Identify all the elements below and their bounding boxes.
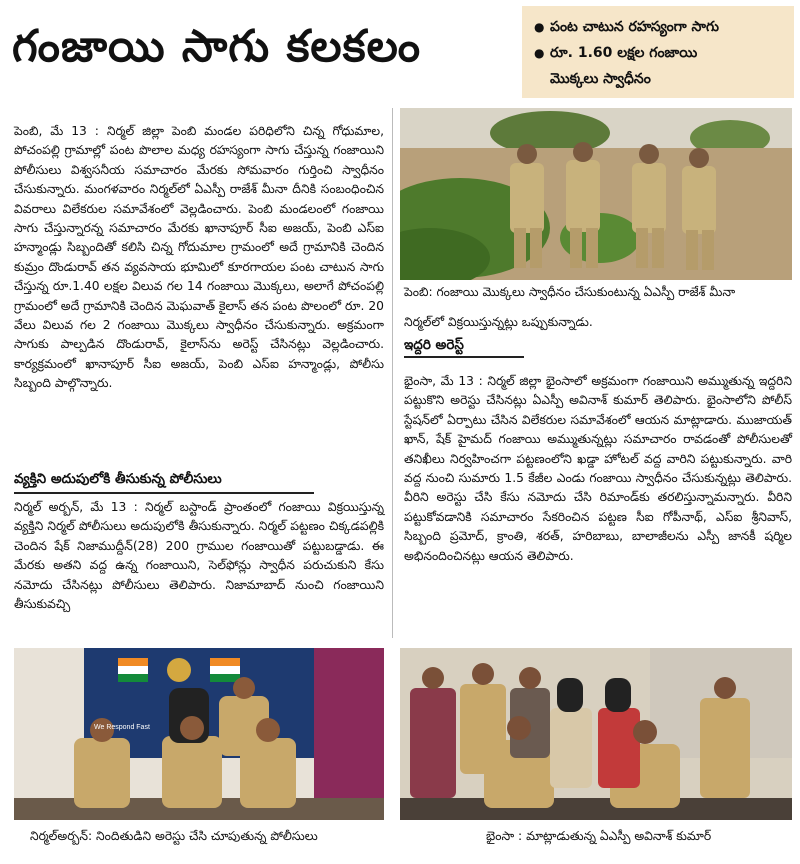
story2-body: నిర్మల్ అర్బన్, మే 13 : నిర్మల్ బస్టాండ్ ప్రాంతంలో గంజాయి విక్రయిస్తున్న వ్యక్తిని నిర్మల్ పోలీసులు అదుపులోకి తీసుకున్నారు. నిర్మల్ పట్టణం చిక్కడపల్లికి చెందిన షేక్ నిజాముద్దీన్(28) 200 గ్రాముల గంజాయితో పట్టుబడ్డాడు. ఈ మేరకు అతని వద్ద ఉన్న గంజాయిని, సెల్‌ఫోన్లు స్వాధీన పరుచుకుని కేసు నమోదు చేసినట్లు పోలీసులు తెలిపారు. నిజామాబాద్ నుంచి గంజాయిని తీసుకువచ్చి — [14, 500, 384, 612]
photo3-caption: భైంసా : మాట్లాడుతున్న ఏఎస్పీ అవినాశ్ కుమార్ — [486, 829, 712, 843]
photo1-caption: పెంబి: గంజాయి మొక్కలు స్వాధీనం చేసుకుంటున్న ఏఎస్పీ రాజేశ్ మీనా — [404, 285, 736, 299]
highlight-item: ● పంట చాటున రహస్యంగా సాగు — [534, 14, 786, 40]
photo-ganja-field — [400, 108, 792, 280]
photo-nirmal-police-image — [14, 648, 384, 820]
photo-bhainsa-police-image — [400, 648, 792, 820]
story3-heading-rule — [404, 356, 524, 358]
story2-continued: నిర్మల్‌లో విక్రయిస్తున్నట్లు ఒప్పుకున్నాడు. — [404, 315, 593, 329]
story2-heading: వ్యక్తిని అదుపులోకి తీసుకున్న పోలీసులు — [14, 471, 222, 487]
story2-heading-rule — [14, 492, 314, 494]
highlight-item: ● రూ. 1.60 లక్షల గంజాయి — [534, 40, 786, 66]
column-divider — [392, 108, 393, 638]
story3-heading: ఇద్దరి అరెస్ట్ — [404, 337, 464, 353]
story3-body: భైంసా, మే 13 : నిర్మల్ జిల్లా భైంసాలో అక్రమంగా గంజాయిని అమ్ముతున్న ఇద్దరిని పట్టుకొని అరెస్టు చేసినట్లు ఏఎస్పీ అవినాశ్ కుమార్ తెలిపారు. భైంసాలోని పోలీస్ స్టేషన్‌లో ఏర్పాటు చేసిన విలేకరుల సమావేశంలో ఆయన మాట్లాడారు. ముజాయత్ ఖాన్, షేక్ హైమద్ గంజాయి అమ్ముతున్నట్లు సమాచారం రావడంతో పోలీసులతో తనిఖీలు నిర్వహించగా పట్టణంలోని ఖడ్డా హోటల్ వద్ద వారిని పట్టుకున్నారు. వారి వద్ద నుంచి సుమారు 1.5 కేజీల ఎండు గంజాయి స్వాధీనం చేసుకున్నట్లు తెలిపారు. వీరిని అరెస్టు చేసి కేసు నమోదు చేసి రిమాండ్‌కు తరలిస్తున్నామన్నారు. వీరిని పట్టుకోవడానికి సమాచారం సేకరించిన పట్టణ సీఐ గోపీనాథ్, ఎస్ఐ శ్రీనివాస్, సిబ్బంది ప్రమోద్, క్రాంతి, శరత్, హరిబాబు, బాలాజీలను ఎస్పీ జానకీ షర్మిల అభినందించినట్లు ఆయన తెలిపారు. — [404, 374, 792, 563]
photo2-caption: నిర్మల్అర్బన్: నిందితుడిని అరెస్టు చేసి చూపుతున్న పోలీసులు — [30, 829, 318, 843]
photo-bhainsa-police — [400, 648, 792, 820]
highlight-item-continued: మొక్కలు స్వాధీనం — [550, 71, 651, 87]
photo-nirmal-police — [14, 648, 384, 820]
photo2-banner-text: We Respond Fast — [94, 724, 150, 731]
highlights-box — [522, 6, 794, 98]
main-story-body: పెంబి, మే 13 : నిర్మల్ జిల్లా పెంబి మండల పరిధిలోని చిన్న గోధుమాల, పోచంపల్లి గ్రామాల్లో పంట పొలాల మధ్య రహస్యంగా సాగు చేస్తున్న గంజాయిని పోలీసులు విశ్వసనీయ సమాచారం మేరకు సోమవారం గుర్తించి స్వాధీనం చేసుకున్నారు. మంగళవారం నిర్మల్‌లో ఏఎస్పీ రాజేశ్ మీనా దీనికి సంబంధించిన వివరాలు విలేకరుల సమావేశంలో వెల్లడించారు. పెంబి మండలంలో గంజాయి సాగు చేస్తున్నారన్న సమాచారం మేరకు ఖానాపూర్ సీఐ అజయ్, పెంబి ఎస్ఐ హన్మాండ్లు సిబ్బందితో కలిసి చిన్న గోదుమాల గ్రామంలో అదే గ్రామానికి చెందిన కుమ్రం దొండురావ్ తన వ్యవసాయ భూమిలో కూరగాయల పంట చాటున సాగు చేస్తున్న రూ.1.40 లక్షల విలువ గల 14 గంజాయి మొక్కలు, అలాగే పోచంపల్లి గ్రామంలో అదే గ్రామానికి చెందిన మెఘవాత్ కైలాస్ తన పంట పొలంలో రూ. 20 వేలు విలువ గల 2 గంజాయి మొక్కలు స్వాధీనం చేసుకున్నారు. అక్రమంగా సాగుకు పాల్పడిన దొండురావ్, కైలాస్‌ను అరెస్ట్ చేసినట్లు వెల్లడించారు. కార్యక్రమంలో ఖానాపూర్ సీఐ అజయ్, పెంబి ఎస్ఐ హన్మాండ్లు, పోలీసు సిబ్బంది పాల్గొన్నారు. — [14, 124, 384, 391]
photo-ganja-field-image — [400, 108, 792, 280]
headline: గంజాయి సాగు కలకలం — [12, 21, 422, 72]
